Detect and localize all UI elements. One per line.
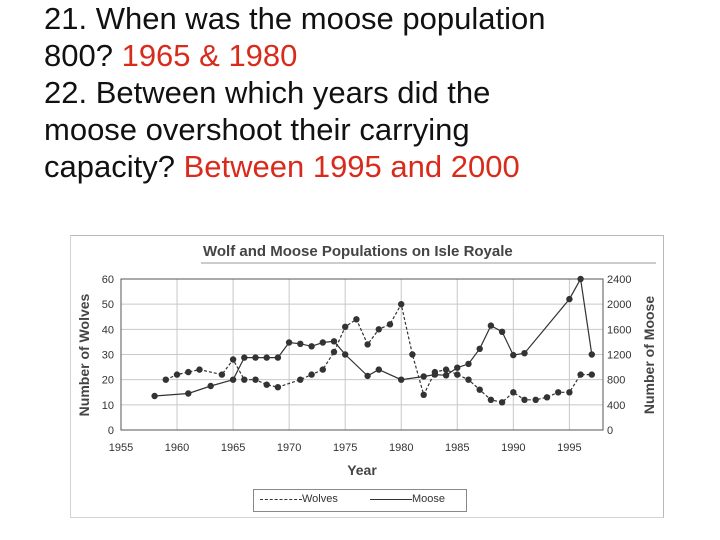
wolves-point <box>342 324 348 330</box>
moose-point <box>454 365 460 371</box>
q22-line1-text: 22. Between which years did the <box>44 75 491 110</box>
y-right-tick-label: 1600 <box>607 324 632 337</box>
wolves-point <box>521 397 527 403</box>
question-22-line-1 <box>44 74 714 111</box>
moose-point <box>241 354 247 360</box>
moose-point <box>252 354 258 360</box>
y-right-tick-label: 800 <box>607 374 626 387</box>
y-right-tick-label: 2400 <box>607 274 632 286</box>
moose-point <box>264 354 270 360</box>
moose-point <box>510 352 516 358</box>
legend-moose <box>370 493 445 505</box>
moose-point <box>488 322 494 328</box>
x-tick-label: 1985 <box>445 442 470 454</box>
moose-point <box>521 350 527 356</box>
y-left-tick-label: 50 <box>101 299 114 312</box>
wolves-point <box>544 394 550 400</box>
moose-point <box>185 390 191 396</box>
wolves-point <box>387 321 393 327</box>
x-tick-label: 1955 <box>108 442 134 454</box>
x-tick-label: 1965 <box>220 442 246 454</box>
question-22-line-3 <box>44 148 714 185</box>
q21-line1-text: 21. When was the moose population <box>44 1 546 36</box>
moose-point <box>499 329 505 335</box>
moose-point <box>376 366 382 372</box>
moose-point <box>589 351 595 357</box>
population-chart <box>71 236 663 517</box>
wolves-point <box>499 399 505 405</box>
y-left-tick-label: 0 <box>107 425 114 437</box>
wolves-point <box>577 371 583 377</box>
wolves-point <box>308 371 314 377</box>
y-left-tick-label: 30 <box>101 349 114 362</box>
wolves-point <box>510 389 516 395</box>
wolves-point <box>398 301 404 307</box>
wolves-point <box>174 371 180 377</box>
wolves-point <box>275 384 281 390</box>
wolves-point <box>376 326 382 332</box>
question-21-line-2 <box>44 37 714 74</box>
moose-point <box>577 276 583 282</box>
moose-point <box>331 338 337 344</box>
moose-point <box>308 343 314 349</box>
moose-point <box>398 377 404 383</box>
wolves-point <box>185 369 191 375</box>
x-tick-label: 1970 <box>276 442 302 454</box>
wolves-point <box>566 389 572 395</box>
wolves-point <box>409 351 415 357</box>
wolves-point <box>297 377 303 383</box>
wolves-point <box>219 371 225 377</box>
wolves-point <box>264 382 270 388</box>
moose-point <box>364 373 370 379</box>
y-left-tick-label: 20 <box>101 374 114 387</box>
moose-point <box>151 393 157 399</box>
moose-point <box>230 377 236 383</box>
q21-answer: 1965 & 1980 <box>121 38 298 73</box>
wolves-point <box>353 316 359 322</box>
moose-point <box>566 296 572 302</box>
q22-line3-text: capacity? <box>44 149 184 184</box>
moose-point <box>286 339 292 345</box>
x-tick-label: 1960 <box>164 442 190 454</box>
wolves-point <box>421 392 427 398</box>
y-axis-right-label: Number of Moose <box>641 295 657 415</box>
question-text <box>44 0 714 185</box>
tick-labels <box>102 274 632 454</box>
x-axis-label: Year <box>347 462 377 478</box>
q22-answer: Between 1995 and 2000 <box>183 149 520 184</box>
y-right-tick-label: 400 <box>607 399 626 412</box>
series-markers <box>151 276 595 406</box>
chart-title: Wolf and Moose Populations on Isle Royale <box>203 243 513 260</box>
wolves-point <box>331 349 337 355</box>
legend-moose-swatch <box>370 499 412 500</box>
legend-wolves-label: Wolves <box>302 493 338 505</box>
x-tick-label: 1995 <box>557 442 582 454</box>
question-22-line-2 <box>44 111 714 148</box>
moose-point <box>443 372 449 378</box>
wolves-point <box>477 387 483 393</box>
moose-point <box>465 361 471 367</box>
x-tick-label: 1990 <box>501 442 526 454</box>
wolves-point <box>320 366 326 372</box>
wolves-point <box>465 377 471 383</box>
wolves-point <box>555 389 561 395</box>
y-left-tick-label: 10 <box>101 399 114 412</box>
y-axis-left-label: Number of Wolves <box>76 293 92 417</box>
series-lines <box>155 279 592 402</box>
y-right-tick-label: 2000 <box>607 299 632 312</box>
legend-wolves <box>260 493 338 505</box>
x-tick-label: 1975 <box>332 442 358 454</box>
wolves-point <box>443 366 449 372</box>
chart-figure <box>70 235 664 518</box>
legend-moose-label: Moose <box>412 493 446 505</box>
y-left-tick-label: 40 <box>101 324 114 337</box>
wolves-point <box>533 397 539 403</box>
grid <box>121 279 603 430</box>
wolves-point <box>230 356 236 362</box>
moose-point <box>275 354 281 360</box>
wolves-point <box>252 377 258 383</box>
moose-point <box>297 341 303 347</box>
wolves-point <box>196 366 202 372</box>
moose-point <box>421 373 427 379</box>
moose-point <box>342 351 348 357</box>
y-right-tick-label: 1200 <box>607 349 632 362</box>
q22-line2-text: moose overshoot their carrying <box>44 112 470 147</box>
question-21-line-1 <box>44 0 714 37</box>
wolves-point <box>364 341 370 347</box>
legend-wolves-swatch <box>260 499 302 500</box>
wolves-point <box>241 377 247 383</box>
chart-legend <box>253 489 467 512</box>
wolves-point <box>163 377 169 383</box>
y-right-tick-label: 0 <box>607 425 614 437</box>
wolves-point <box>454 371 460 377</box>
q21-line2-text: 800? <box>44 38 122 73</box>
moose-point <box>208 383 214 389</box>
moose-point <box>320 339 326 345</box>
y-left-tick-label: 60 <box>101 274 114 286</box>
x-tick-label: 1980 <box>388 442 414 454</box>
moose-point <box>477 346 483 352</box>
wolves-point <box>488 397 494 403</box>
wolves-series-line <box>166 304 592 402</box>
moose-point <box>432 371 438 377</box>
wolves-point <box>589 371 595 377</box>
